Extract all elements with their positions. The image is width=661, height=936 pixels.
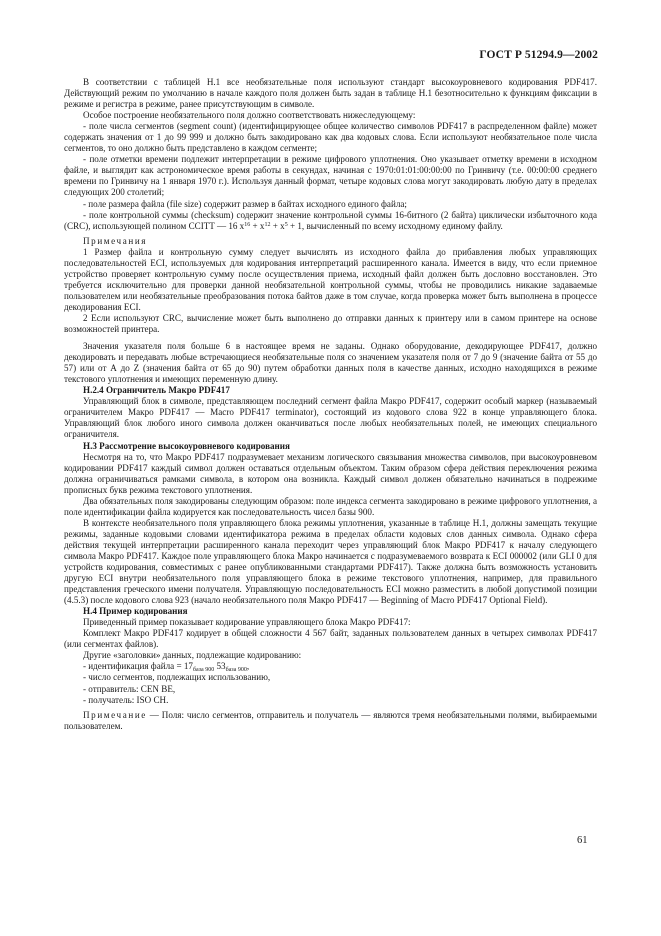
exponent: 12 [264,221,271,228]
list-item: - получатель: ISO CH. [83,694,169,705]
note-item: 2 Если используют CRC, вычисление может быть выполнено до отправки данных к принтеру или в самом принтере на основе возможностей принтера. [64,312,597,335]
list-item-file-id [64,661,597,672]
note-item: 1 Размер файла и контрольную сумму следует вычислять из исходного файла до прибавления любых управляющих последовательностей ECI, используемых для кодирования интерпретаций расширенного канала. Имеется в виду, что если приемное устройство проверяет контрольную сумму после осуществления приема, исходный файл должен быть дословно восстановлен. Это требуется исключительно для проверки данной необязательной контрольной суммы, чтобы не проводились никакие задаваемые пользователем или необязательные преобразования потока байтов даже в том случае, когда проверка может быть выполнена в процессе декодирования ECI. [64,246,597,312]
final-note [64,710,597,732]
paragraph: Значения указателя поля больше 6 в настоящее время не заданы. Однако оборудование, декодирующее PDF417, должно декодировать и передавать любые встречающиеся необязательные поля со значением указателя поля от 7 до 9 (значение байта от 55 до 57) или от А до Z (значения байта от 65 до 90) путем обработки данных поля в качестве данных, исходно находящихся в режиме текстового уплотнения и имеющих переменную длину. [64,341,597,385]
text-run: + 1, вычисленный по всему исходному единому файлу. [287,220,503,231]
paragraph: Другие «заголовки» данных, подлежащие кодированию: [83,650,302,661]
note-text: — Поля: число сегментов, отправитель и получатель — являются тремя необязательными полями, выбираемыми пользователем. [64,709,597,731]
text-run: , [246,661,250,672]
section-heading: Н.2.4 Ограничитель Макро PDF417 [83,385,230,396]
notes-title: Примечания [83,235,148,246]
list-item: - поле размера файла (file size) содержит размер в байтах исходного единого файла; [83,198,407,209]
page-content [64,77,597,732]
list-item: - число сегментов, подлежащих использованию, [83,672,271,683]
text-run: + x [270,220,285,231]
paragraph: Особое построение необязательного поля должно соответствовать нижеследующему: [83,110,416,121]
subscript: база 900 [225,667,247,674]
section-heading: Н.3 Рассмотрение высокоуровневого кодирования [83,440,290,451]
paragraph: Комплект Макро PDF417 кодирует в общей сложности 4 567 байт, заданных пользователем данных в четырех символах PDF417 (или сегментах файлов). [64,628,597,650]
standard-header: ГОСТ Р 51294.9—2002 [479,49,598,61]
text-run: - идентификация файла = 17 [83,661,193,672]
section-heading: Н.4 Пример кодирования [83,606,188,617]
list-item: - отправитель: CEN BE, [83,683,176,694]
note-label: Примечание [83,709,147,720]
exponent: 16 [244,221,251,228]
text-run: - поле контрольной суммы (checksum) содержит значение контрольной суммы 16-битного (2 байта) циклически избыточного кода (CRC), использующей полином CCITT — 16 x [64,209,597,231]
paragraph: Несмотря на то, что Макро PDF417 подразумевает механизм логического связывания множества символов, при высокоуровневом кодировании PDF417 каждый символ должен оставаться отдельным объектом. Таким образом сфера действия переключения режима должна ограничиваться рамками символа, в котором она возникла. Каждый символ должен обязательно начинаться в подрежиме прописных букв режима текстового уплотнения. [64,451,597,495]
paragraph: В контексте необязательного поля управляющего блока режимы уплотнения, указанные в таблице Н.1, должны замещать текущие режимы, заданные кодовыми словами идентификатора режима в пределах области кодовых слов данных символа. Однако сфера действия текущей интерпретации расширенного канала переходит через управляющий блок Макро PDF417 к началу следующего символа Макро PDF417. Каждое поле управляющего блока Макро начинается с подразумеваемого возврата к ECI 000002 (или GLI 0 для устройств кодирования, совместимых с ранее опубликованными стандартами PDF417). Также должна быть возможность установить другую ECI внутри необязательного поля управляющего блока в режиме текстового уплотнения, например, для правильного представления греческого имени получателя. Управляющую последовательность ECI можно разместить в любой допустимой позиции (4.5.3) после кодового слова 923 (начало необязательного поля Макро PDF417 — Beginning of Macro PDF417 Optional Field). [64,517,597,606]
text-run: + x [250,220,265,231]
page-number: 61 [577,835,588,846]
subscript: база 900 [192,667,215,674]
paragraph: В соответствии с таблицей Н.1 все необязательные поля используют стандарт высокоуровневого кодирования PDF417. Действующий режим по умолчанию в начале каждого поля должен быть задан в таблице Н.1 безотносительно к функциям фиксации в режиме и регистра в режиме, ранее присутствующим в символе. [64,77,597,110]
list-item: - поле числа сегментов (segment count) (идентифицирующее общее количество символов PDF417 в распределенном файле) может содержать значения от 1 до 99 999 и должно быть закодировано как два кодовых слова. Если используют необязательное поле числа сегментов, то оно должно быть представлено в каждом сегменте; [64,121,597,154]
list-item: - поле отметки времени подлежит интерпретации в режиме цифрового уплотнения. Оно указывает отметку времени в исходном файле, и выглядит как астрономическое время работы в секундах, начиная с 1970:01:01:00:00:00 по Гринвичу (т.е. 00:00:00 среднего времени по Гринвичу на 1 января 1970 г.). Используя данный формат, четыре кодовых слова могут закодировать любую дату в пределах следующих 200 столетий; [64,154,597,198]
text-run: 53 [214,661,226,672]
paragraph: Управляющий блок в символе, представляющем последний сегмент файла Макро PDF417, содержит особый маркер (называемый ограничителем Макро PDF417 — Macro PDF417 terminator), состоящий из кодового слова 922 в конце управляющего блока. Управляющий блок любого иного символа должен оканчиваться после любых необязательных полей, не имеющих специального ограничителя. [64,396,597,440]
paragraph: Два обязательных поля закодированы следующим образом: поле индекса сегмента закодировано в режиме цифрового уплотнения, а поле идентификации файла кодируется как последовательность чисел базы 900. [64,495,597,517]
exponent: 5 [284,221,288,228]
list-item-checksum [64,210,597,232]
paragraph: Приведенный пример показывает кодирование управляющего блока Макро PDF417: [83,617,411,628]
